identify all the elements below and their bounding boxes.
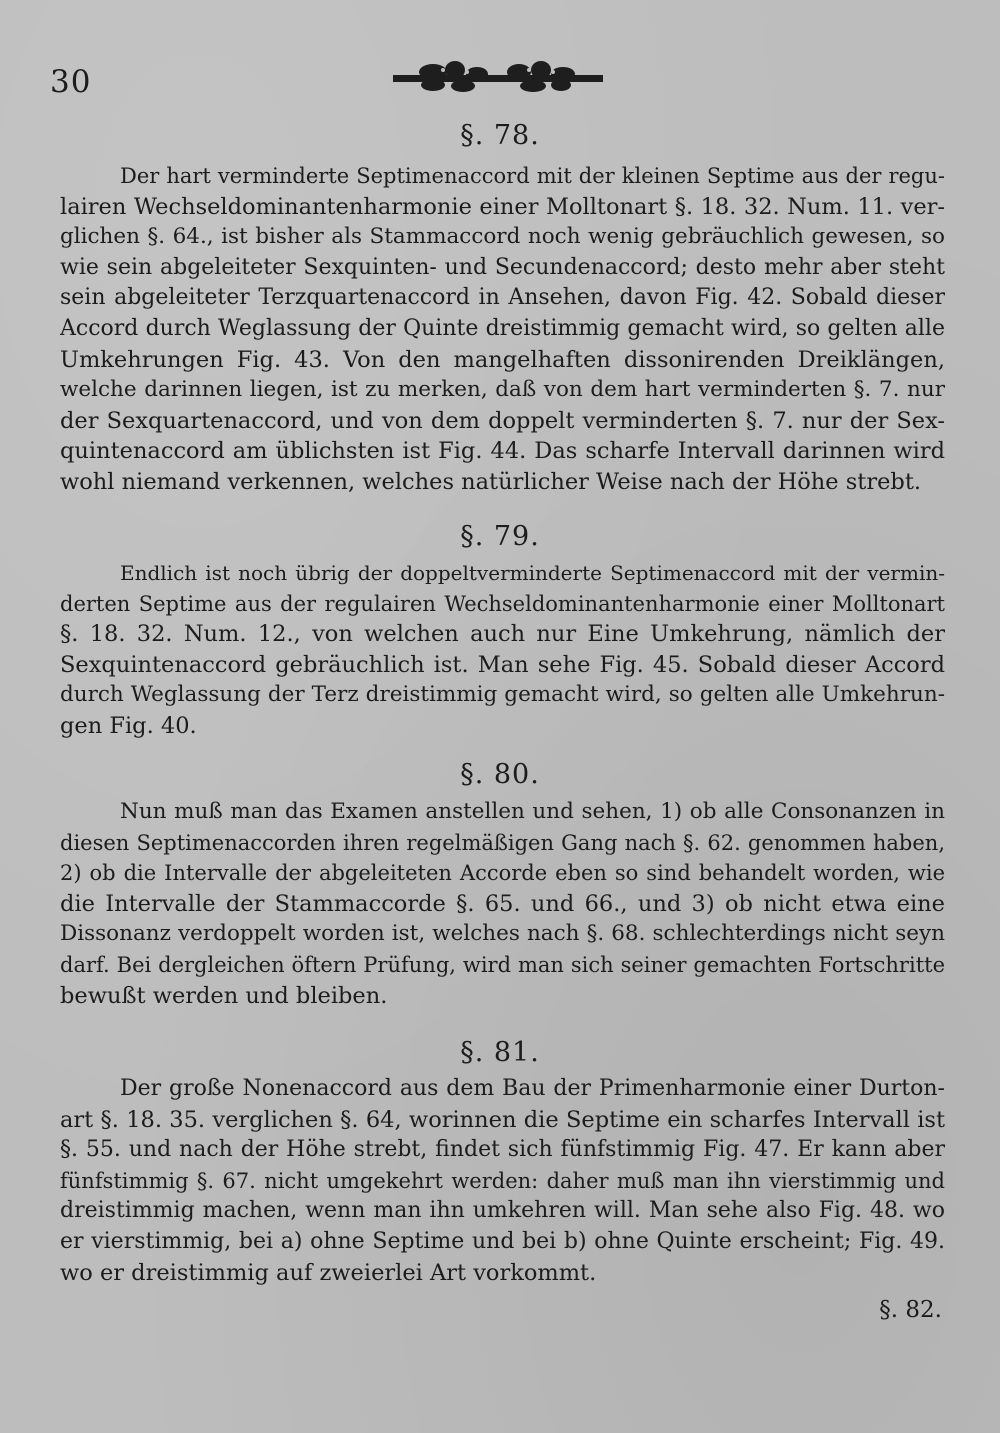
section-body-79 bbox=[60, 558, 945, 742]
text-line: die Intervalle der Stammaccorde §. 65. und 66., und 3) ob nicht etwa eine bbox=[60, 890, 945, 917]
text-line: §. 18. 32. Num. 12., von welchen auch nur Eine Umkehrung, nämlich der bbox=[60, 621, 945, 648]
text-line: quintenaccord am üblichsten ist Fig. 44. Das scharfe Intervall darinnen wird bbox=[60, 438, 945, 465]
text-line: wie sein abgeleiteter Sexquinten- und Secundenaccord; desto mehr aber steht bbox=[60, 254, 945, 280]
page-number: 30 bbox=[50, 64, 92, 100]
section-heading-81: §. 81. bbox=[460, 1037, 540, 1068]
text-line: Nun muß man das Examen anstellen und sehen, 1) ob alle Consonanzen in bbox=[120, 799, 945, 824]
ornament-divider-icon bbox=[393, 58, 603, 98]
text-line: fünfstimmig §. 67. nicht umgekehrt werden: daher muß man ihn vierstimmig und bbox=[60, 1168, 945, 1193]
text-line: bewußt werden und bleiben. bbox=[60, 982, 388, 1009]
text-line: Der große Nonenaccord aus dem Bau der Primenharmonie einer Durton- bbox=[120, 1076, 945, 1101]
text-line: er vierstimmig, bei a) ohne Septime und bei b) ohne Quinte erscheint; Fig. 49. bbox=[60, 1228, 945, 1254]
section-heading-78: §. 78. bbox=[460, 120, 540, 151]
catchword: §. 82. bbox=[879, 1297, 942, 1323]
text-line: Accord durch Weglassung der Quinte dreistimmig gemacht wird, so gelten alle bbox=[60, 315, 945, 341]
section-heading-80: §. 80. bbox=[460, 759, 540, 790]
text-line: gen Fig. 40. bbox=[60, 712, 197, 739]
section-body-81 bbox=[60, 1074, 945, 1288]
text-line: dreistimmig machen, wenn man ihn umkehren will. Man sehe also Fig. 48. wo bbox=[60, 1198, 945, 1224]
text-line: wo er dreistimmig auf zweierlei Art vorkommt. bbox=[60, 1259, 597, 1286]
text-line: Endlich ist noch übrig der doppeltverminderte Septimenaccord mit der vermin- bbox=[120, 561, 945, 585]
section-body-80 bbox=[60, 797, 945, 1011]
text-line: diesen Septimenaccorden ihren regelmäßigen Gang nach §. 62. genommen haben, bbox=[60, 830, 945, 855]
text-line: glichen §. 64., ist bisher als Stammaccord noch wenig gebräuchlich gewesen, so bbox=[60, 224, 945, 250]
text-line: derten Septime aus der regulairen Wechseldominantenharmonie einer Molltonart bbox=[60, 591, 945, 616]
text-line: 2) ob die Intervalle der abgeleiteten Accorde eben so sind behandelt worden, wie bbox=[60, 861, 945, 886]
text-line: welche darinnen liegen, ist zu merken, daß von dem hart verminderten §. 7. nur bbox=[60, 377, 945, 403]
text-line: Umkehrungen Fig. 43. Von den mangelhaften dissonirenden Dreiklängen, bbox=[60, 346, 945, 373]
section-body-78 bbox=[60, 161, 945, 498]
text-line: art §. 18. 35. verglichen §. 64, worinnen die Septime ein scharfes Intervall ist bbox=[60, 1106, 945, 1133]
text-line: lairen Wechseldominantenharmonie einer Molltonart §. 18. 32. Num. 11. ver- bbox=[60, 193, 945, 220]
text-line: §. 55. und nach der Höhe strebt, findet sich fünfstimmig Fig. 47. Er kann aber bbox=[60, 1137, 945, 1163]
text-line: sein abgeleiteter Terzquartenaccord in Ansehen, davon Fig. 42. Sobald dieser bbox=[60, 285, 945, 311]
text-line: darf. Bei dergleichen öftern Prüfung, wird man sich seiner gemachten Fortschritte bbox=[60, 952, 945, 977]
text-line: Sexquintenaccord gebräuchlich ist. Man sehe Fig. 45. Sobald dieser Accord bbox=[60, 651, 945, 678]
text-line: durch Weglassung der Terz dreistimmig gemacht wird, so gelten alle Umkehrun- bbox=[60, 682, 945, 708]
text-line: Der hart verminderte Septimenaccord mit der kleinen Septime aus der regu- bbox=[120, 164, 945, 188]
text-line: wohl niemand verkennen, welches natürlicher Weise nach der Höhe strebt. bbox=[60, 468, 922, 495]
text-line: Dissonanz verdoppelt worden ist, welches nach §. 68. schlechterdings nicht seyn bbox=[60, 921, 945, 947]
text-line: der Sexquartenaccord, und von dem doppelt verminderten §. 7. nur der Sex- bbox=[60, 407, 945, 434]
section-heading-79: §. 79. bbox=[460, 521, 540, 552]
